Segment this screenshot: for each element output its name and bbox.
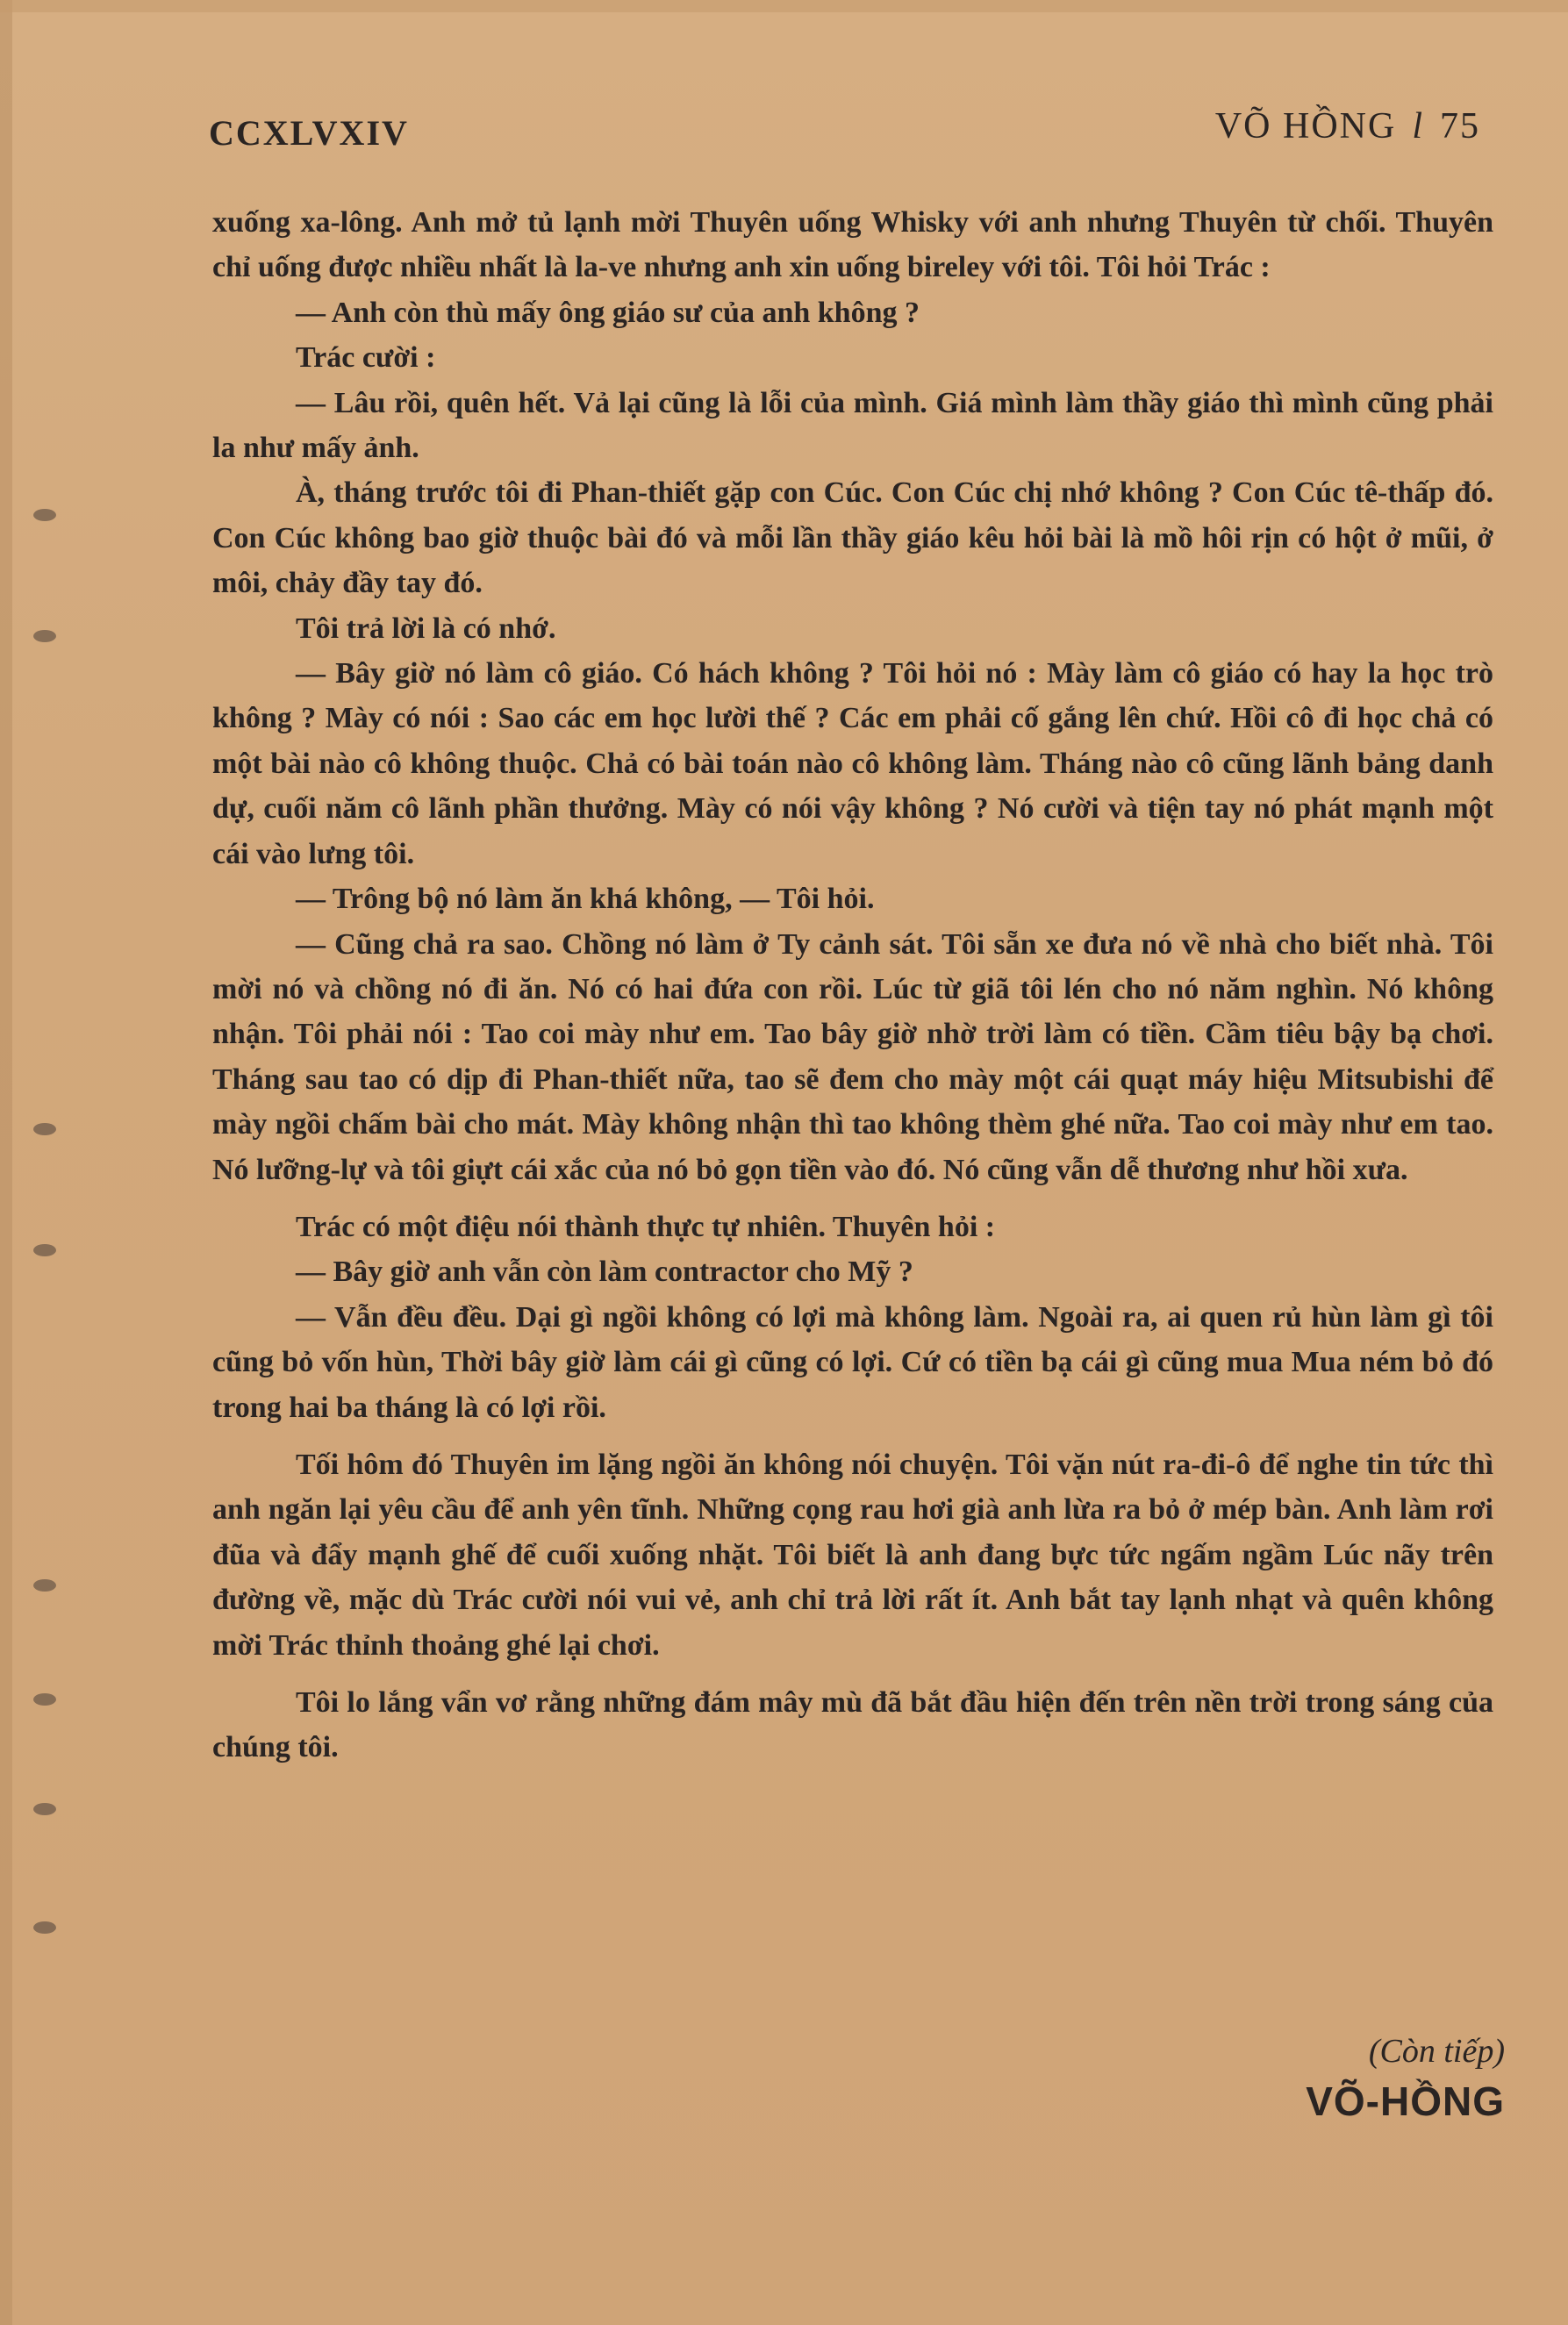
paragraph: Tôi lo lắng vẩn vơ rằng những đám mây mù đã bắt đầu hiện đến trên nền trời trong sáng của chúng tôi. xyxy=(212,1686,1493,1764)
page-edge-shadow xyxy=(0,0,12,2325)
paragraph: — Lâu rồi, quên hết. Vả lại cũng là lỗi của mình. Giá mình làm thầy giáo thì mình cũng phải la như mấy ảnh. xyxy=(212,386,1493,465)
page-top-edge xyxy=(0,0,1568,12)
paragraph: Trác cười : xyxy=(296,341,436,375)
running-head-separator: l xyxy=(1412,106,1424,147)
binding-hole xyxy=(33,509,56,521)
paragraph: À, tháng trước tôi đi Phan-thiết gặp con Cúc. Con Cúc chị nhớ không ? Con Cúc tê-thấp đó. Con Cúc không bao giờ thuộc bài đó và mỗi lần thầy giáo kêu hỏi bài là mồ hôi rịn có hột ở mũi, ở môi, chảy đầy tay đó. xyxy=(212,476,1493,600)
page-header xyxy=(209,105,1480,167)
continued-note: (Còn tiếp) xyxy=(1368,2033,1505,2070)
running-head-author: VÕ HỒNG xyxy=(1214,106,1397,147)
paragraph: Tôi trả lời là có nhớ. xyxy=(296,612,556,645)
paragraph: Tối hôm đó Thuyên im lặng ngồi ăn không nói chuyện. Tôi vặn nút ra-đi-ô để nghe tin tức thì anh ngăn lại yêu cầu để anh yên tĩnh. Những cọng rau hơi già anh lừa ra bỏ ở mép bàn. Anh làm rơi đũa và đẩy mạnh ghế để cuối xuống nhặt. Tôi biết là anh đang bực tức ngấm ngầm Lúc nãy trên đường về, mặc dù Trác cười nói vui vẻ, anh chỉ trả lời rất ít. Anh bắt tay lạnh nhạt và quên không mời Trác thỉnh thoảng ghé lại chơi. xyxy=(212,1448,1493,1662)
page-number: 75 xyxy=(1440,106,1480,147)
paragraph: — Bây giờ nó làm cô giáo. Có hách không ? Tôi hỏi nó : Mày làm cô giáo có hay la học trò không ? Mày có nói : Sao các em học lười thế ? Các em phải cố gắng lên chứ. Hồi cô đi học chả có một bài nào cô không thuộc. Chả có bài toán nào cô không làm. Tháng nào cô cũng lãnh bảng danh dự, cuối năm cô lãnh phần thưởng. Mày có nói vậy không ? Nó cười và tiện tay nó phát mạnh một cái vào lưng tôi. xyxy=(212,657,1493,870)
volume-number: CCXLVXIV xyxy=(209,113,409,153)
paragraph: xuống xa-lông. Anh mở tủ lạnh mời Thuyên uống Whisky với anh nhưng Thuyên từ chối. Thuyên chỉ uống được nhiều nhất là la-ve nhưng anh xin uống bireley với tôi. Tôi hỏi Trác : xyxy=(212,206,1493,284)
binding-hole xyxy=(33,1244,56,1256)
binding-hole xyxy=(33,1803,56,1815)
paragraph: — Trông bộ nó làm ăn khá không, — Tôi hỏi. xyxy=(296,883,875,916)
binding-hole xyxy=(33,1123,56,1135)
paragraph: — Vẫn đều đều. Dại gì ngồi không có lợi mà không làm. Ngoài ra, ai quen rủ hùn làm gì tôi cũng bỏ vốn hùn, Thời bây giờ làm cái gì cũng có lợi. Cứ có tiền bạ cái gì cũng mua Mua ném bỏ đó trong hai ba tháng là có lợi rồi. xyxy=(212,1300,1493,1424)
binding-hole xyxy=(33,1921,56,1934)
article-body xyxy=(212,200,1493,1771)
paragraph: — Bây giờ anh vẫn còn làm contractor cho Mỹ ? xyxy=(296,1256,913,1289)
running-head xyxy=(1215,105,1480,147)
binding-hole xyxy=(33,1693,56,1706)
paragraph: — Cũng chả ra sao. Chồng nó làm ở Ty cảnh sát. Tôi sẵn xe đưa nó về nhà cho biết nhà. Tôi mời nó và chồng nó đi ăn. Nó có hai đứa con rồi. Lúc từ giã tôi lén cho nó năm nghìn. Nó không nhận. Tôi phải nói : Tao coi mày như em. Tao bây giờ nhờ trời làm có tiền. Cầm tiêu bậy bạ chơi. Tháng sau tao có dịp đi Phan-thiết nữa, tao sẽ đem cho mày một cái quạt máy hiệu Mitsubishi để mày ngồi chấm bài cho mát. Mày không nhận thì tao không thèm ghé nữa. Tao coi mày như em tao. Nó lưỡng-lự và tôi giựt cái xắc của nó bỏ gọn tiền vào đó. Nó cũng vẫn dễ thương như hồi xưa. xyxy=(212,927,1493,1186)
paragraph: Trác có một điệu nói thành thực tự nhiên. Thuyên hỏi : xyxy=(296,1210,996,1243)
binding-hole xyxy=(33,1579,56,1592)
paragraph: — Anh còn thù mấy ông giáo sư của anh không ? xyxy=(296,296,920,329)
author-signature: VÕ-HỒNG xyxy=(1306,2078,1505,2124)
binding-hole xyxy=(33,630,56,642)
